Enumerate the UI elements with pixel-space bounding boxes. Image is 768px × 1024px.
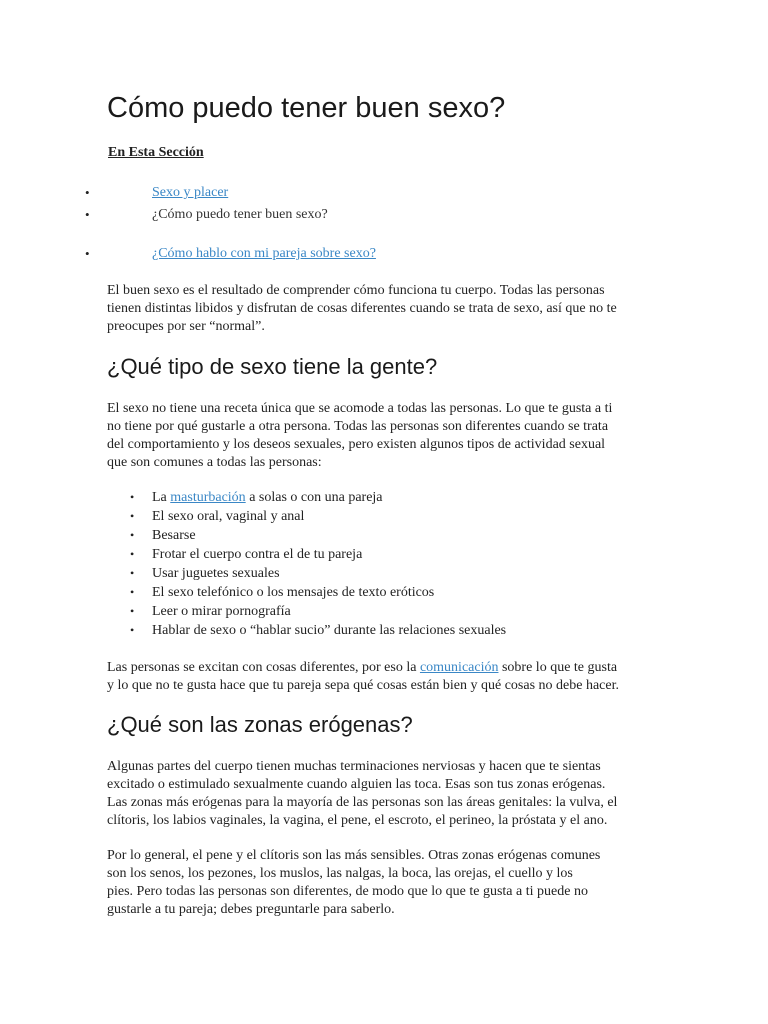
bullet-icon: • <box>130 509 135 523</box>
bullet-icon: • <box>130 528 135 542</box>
section1-line: del comportamiento y los deseos sexuales, pero existen algunos tipos de actividad sexual <box>107 437 606 452</box>
section-heading-tipos-de-sexo: ¿Qué tipo de sexo tiene la gente? <box>107 354 438 379</box>
section1-line: no tiene por qué gustarle a otra persona. Todas las personas son diferentes cuando se trata <box>107 419 609 434</box>
list-item <box>130 507 506 526</box>
list-item <box>130 526 506 545</box>
list-item-text: El sexo telefónico o los mensajes de texto eróticos <box>152 585 435 600</box>
bullet-icon: • <box>85 207 90 222</box>
section-label: En Esta Sección <box>108 145 204 160</box>
section1-paragraph <box>107 400 667 472</box>
section2-line: excitado o estimulado sexualmente cuando alguien las toca. Esas son tus zonas erógenas. <box>107 777 606 792</box>
section2-paragraph-2 <box>107 847 667 919</box>
section2-line: Algunas partes del cuerpo tienen muchas terminaciones nerviosas y hacen que te sientas <box>107 759 601 774</box>
bullet-icon: • <box>130 490 135 504</box>
nav-current-page: ¿Cómo puedo tener buen sexo? <box>152 207 328 222</box>
list-item <box>130 602 506 621</box>
list-item-text: La <box>152 490 171 505</box>
list-item-text: Hablar de sexo o “hablar sucio” durante las relaciones sexuales <box>152 623 507 638</box>
list-item <box>130 488 506 507</box>
masturbacion-link[interactable]: masturbación <box>170 490 246 505</box>
section2-line: Por lo general, el pene y el clítoris son las más sensibles. Otras zonas erógenas comunes <box>107 848 601 863</box>
intro-line: tienen distintas libidos y disfrutan de cosas diferentes cuando se trata de sexo, así que no te <box>107 301 617 316</box>
bullet-icon: • <box>85 185 90 200</box>
section2-line: son los senos, los pezones, los muslos, las nalgas, la boca, las orejas, el cuello y los <box>107 866 573 881</box>
list-item <box>130 621 506 640</box>
bullet-icon: • <box>85 246 90 261</box>
section2-paragraph-1 <box>107 758 667 830</box>
list-item <box>130 583 506 602</box>
section-heading-zonas-erogenas: ¿Qué son las zonas erógenas? <box>107 712 413 737</box>
bullet-icon: • <box>130 547 135 561</box>
list-item-text: Frotar el cuerpo contra el de tu pareja <box>152 547 363 562</box>
intro-paragraph <box>107 282 667 336</box>
list-item <box>130 545 506 564</box>
section2-line: Las zonas más erógenas para la mayoría de las personas son las áreas genitales: la vulva, el <box>107 795 618 810</box>
intro-line: El buen sexo es el resultado de comprender cómo funciona tu cuerpo. Todas las personas <box>107 283 605 298</box>
comunicacion-link[interactable]: comunicación <box>419 660 499 675</box>
nav-link-hablar-con-pareja[interactable]: ¿Cómo hablo con mi pareja sobre sexo? <box>152 246 376 261</box>
list-item-text: a solas o con una pareja <box>245 490 383 505</box>
bullet-icon: • <box>130 585 135 599</box>
bullet-icon: • <box>130 623 135 637</box>
list-item-text: Leer o mirar pornografía <box>152 604 291 619</box>
section2-line: pies. Pero todas las personas son diferentes, de modo que lo que te gusta a ti puede no <box>107 884 588 899</box>
list-item-text: Besarse <box>152 528 196 543</box>
section2-line: clítoris, los labios vaginales, la vagina, el pene, el escroto, el perineo, la próstata y el ano. <box>107 813 608 828</box>
closing-text: sobre lo que te gusta <box>498 660 618 675</box>
list-item-text: El sexo oral, vaginal y anal <box>152 509 305 524</box>
section1-line: El sexo no tiene una receta única que se acomode a todas las personas. Lo que te gusta a ti <box>107 401 613 416</box>
bullet-icon: • <box>130 566 135 580</box>
nav-link-sexo-y-placer[interactable]: Sexo y placer <box>152 185 229 200</box>
bullet-icon: • <box>130 604 135 618</box>
intro-line: preocupes por ser “normal”. <box>107 319 265 334</box>
section1-line: que son comunes a todas las personas: <box>107 455 322 470</box>
activity-list <box>130 488 506 640</box>
closing-line: y lo que no te gusta hace que tu pareja sepa qué cosas están bien y qué cosas no debe hacer. <box>107 678 619 693</box>
list-item-text: Usar juguetes sexuales <box>152 566 280 581</box>
section2-line: gustarle a tu pareja; debes preguntarle para saberlo. <box>107 902 395 917</box>
closing-text: Las personas se excitan con cosas diferentes, por eso la <box>107 660 420 675</box>
closing-line <box>107 659 667 677</box>
section1-closing-paragraph <box>107 659 667 695</box>
page-title: Cómo puedo tener buen sexo? <box>107 92 506 124</box>
list-item <box>130 564 506 583</box>
